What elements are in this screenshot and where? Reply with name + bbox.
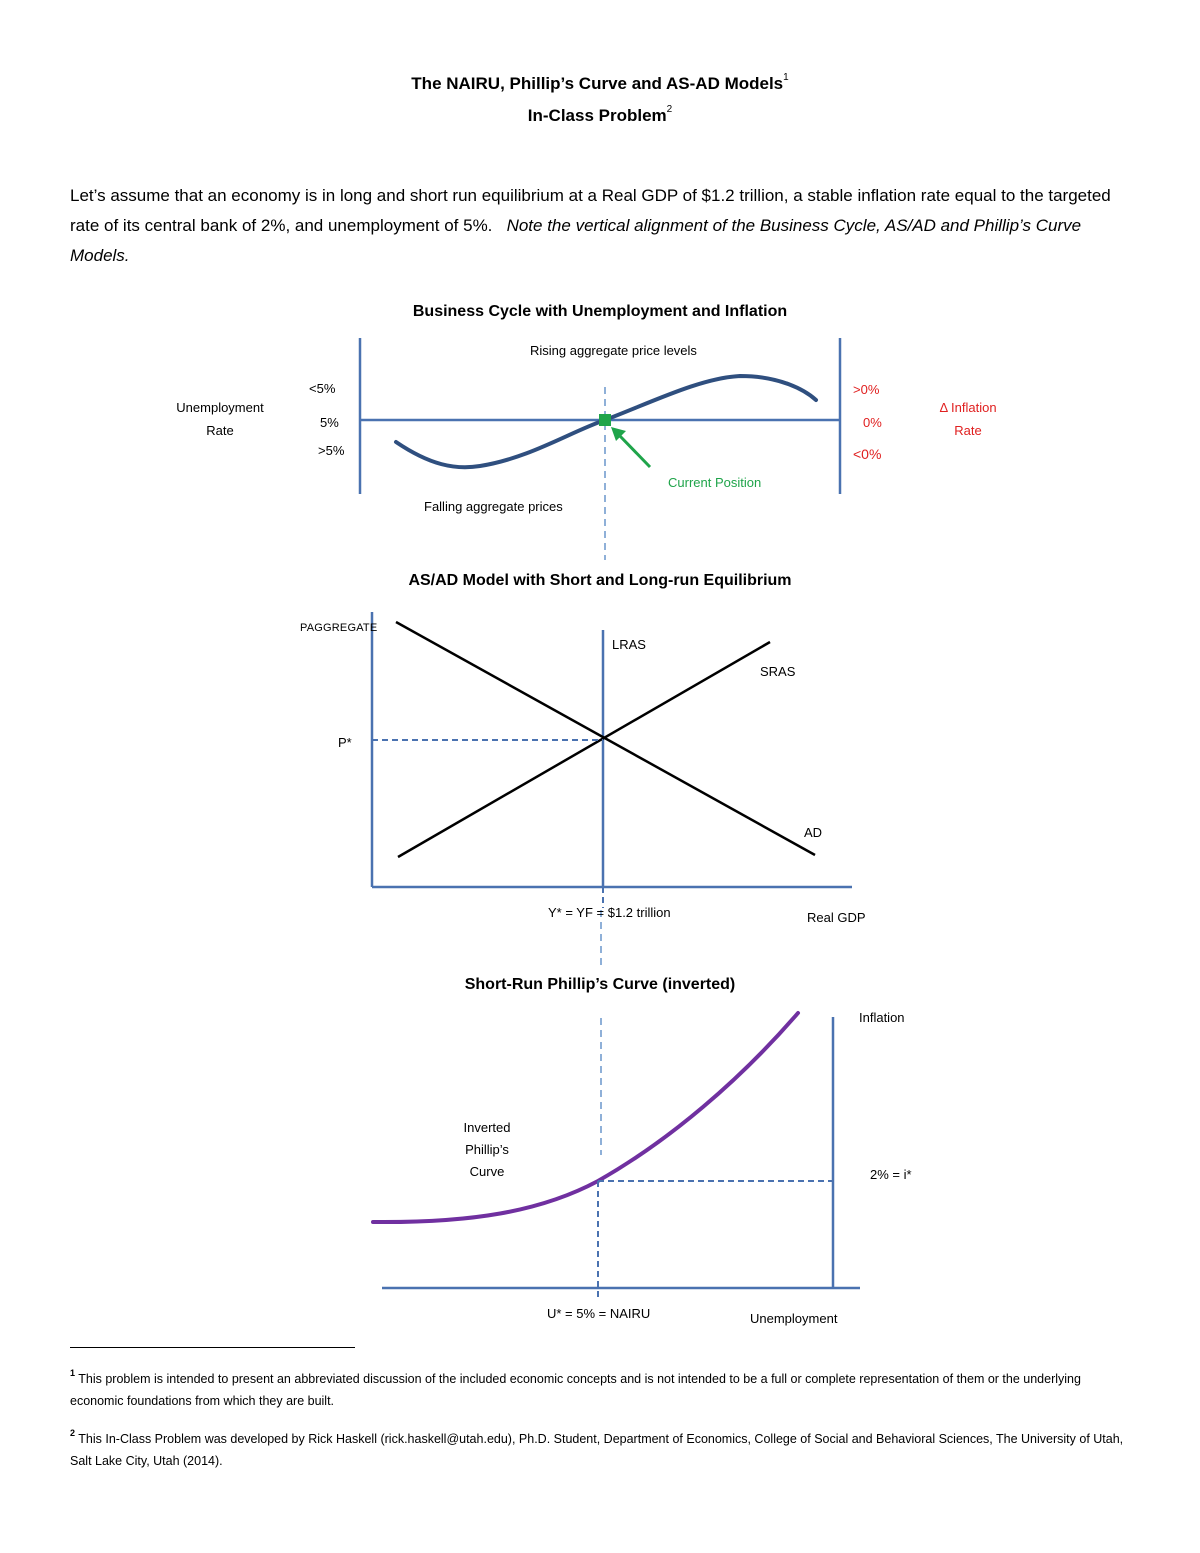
pc-curve-label-2: Phillip’s [465,1142,509,1157]
bc-left-axis-label-1: Unemployment [176,400,264,415]
pc-curve-label-3: Curve [469,1164,505,1179]
i-star-label: 2% = i* [870,1167,912,1182]
footnote-divider [70,1347,355,1348]
pc-x-axis-label: Unemployment [750,1311,838,1326]
pc-title: Short-Run Phillip’s Curve (inverted) [464,976,736,993]
title-footnote-mark: 1 [783,72,789,84]
current-position-marker [599,414,611,426]
bc-rising-label: Rising aggregate price levels [530,343,697,358]
current-position-arrow-shaft [618,434,650,467]
footnote-1-text: This problem is intended to present an abbreviated discussion of the included economic concepts and is not intended to be a full or complete representation of them or the underlying economic foundations from which they are built. [70,1372,1081,1409]
footnote-2-text: This In-Class Problem was developed by Rick Haskell (rick.haskell@utah.edu), Ph.D. Student, Department of Economics, College of Social and Behavioral Sciences, The University of Utah, Salt Lake City, Utah (2014). [70,1432,1124,1469]
bc-right-axis-label-2: Rate [954,423,982,438]
ad-line [396,622,815,855]
footnote-2-mark: 2 [70,1428,76,1438]
bc-left-tick-center: 5% [320,415,339,430]
bc-title: Business Cycle with Unemployment and Inflation [412,303,788,320]
ad-label: AD [804,825,823,840]
bc-right-axis-label-1: Δ Inflation [939,400,997,415]
bc-falling-label: Falling aggregate prices [424,499,563,514]
asad-title: AS/AD Model with Short and Long-run Equilibrium [408,572,792,589]
bc-right-tick-below: <0% [853,446,882,462]
bc-right-tick-center: 0% [863,415,882,430]
pc-curve-label-1: Inverted [463,1120,511,1135]
bc-left-axis-label-2: Rate [206,423,234,438]
asad-x-axis-label: Real GDP [807,910,866,925]
intro-text: Let’s assume that an economy is in long and short run equilibrium at a Real GDP of $1.2 trillion, a stable inflation rate equal to the targeted rate of its central bank of 2%, and unemployment of 5%. [70,186,1111,235]
sras-label: SRAS [760,664,796,679]
phillips-curve [373,1013,798,1222]
current-position-label: Current Position [668,475,762,490]
bc-right-tick-above: >0% [853,382,880,397]
nairu-label: U* = 5% = NAIRU [547,1306,651,1321]
footnote-1-mark: 1 [70,1368,76,1378]
lras-label: LRAS [612,637,646,652]
subtitle-footnote-mark: 2 [666,104,673,116]
footnote-1 [70,1364,1130,1412]
y-star-label: Y* = YF = $1.2 trillion [548,905,671,920]
subtitle-text: In-Class Problem [527,106,667,125]
p-star-label: P* [338,735,352,750]
footnote-2 [70,1424,1130,1472]
bc-left-tick-above: <5% [309,381,336,396]
intro-note: Note the vertical alignment of the Business Cycle, AS/AD and Phillip’s Curve Models. [70,216,1082,265]
bc-left-tick-below: >5% [318,443,345,458]
pc-inflation-label: Inflation [859,1010,905,1025]
asad-y-axis-label: PAGGREGATE [300,622,378,634]
title-text: The NAIRU, Phillip’s Curve and AS-AD Models [411,74,784,93]
sras-line [398,642,770,857]
